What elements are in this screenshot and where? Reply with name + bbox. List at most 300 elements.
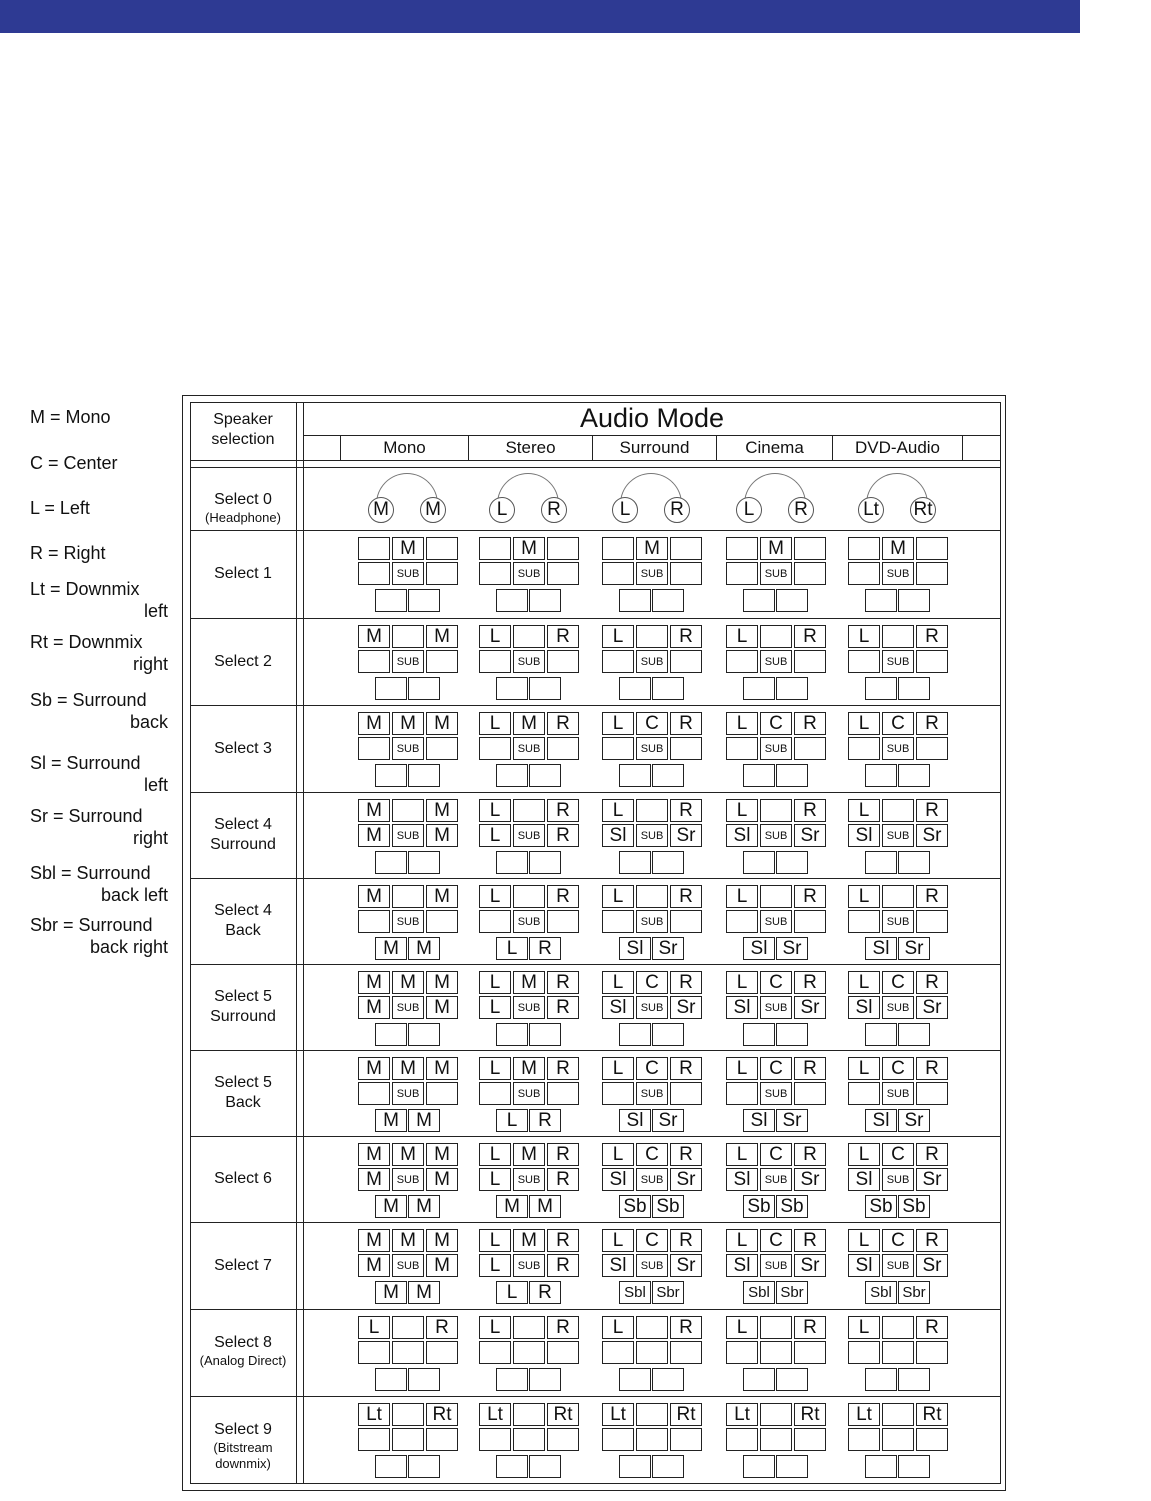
- speaker-front: C: [882, 1229, 914, 1252]
- legend-item: [30, 578, 180, 622]
- row-divider: [190, 792, 1001, 793]
- speaker-back: [898, 1368, 930, 1391]
- speaker-front: R: [547, 1057, 579, 1080]
- speaker-front: R: [670, 1229, 702, 1252]
- speaker-front: Rt: [547, 1403, 579, 1426]
- speaker-front: R: [916, 625, 948, 648]
- ear-right: R: [664, 497, 690, 523]
- speaker-front: [916, 537, 948, 560]
- header-divider: [190, 467, 1001, 468]
- speaker-back: [776, 589, 808, 612]
- speaker-back: Sb: [898, 1195, 930, 1218]
- row-label-text: Select 3: [214, 739, 272, 757]
- speaker-front: L: [726, 1229, 758, 1252]
- column-divider: [303, 402, 304, 1484]
- speaker-mid: SUB: [392, 650, 424, 673]
- speaker-mid: [916, 1341, 948, 1364]
- speaker-back: [743, 589, 775, 612]
- speaker-mid: M: [358, 824, 390, 847]
- speaker-front: L: [726, 971, 758, 994]
- speaker-back: R: [529, 1281, 561, 1304]
- speaker-front: M: [392, 1229, 424, 1252]
- speaker-mid: SUB: [513, 910, 545, 933]
- speaker-front: M: [358, 971, 390, 994]
- legend-term: Sb = Surround: [30, 690, 147, 710]
- speaker-front: R: [794, 1229, 826, 1252]
- speaker-mid: SUB: [636, 737, 668, 760]
- speaker-back: Sb: [743, 1195, 775, 1218]
- speaker-mid: Sr: [916, 996, 948, 1019]
- mode-header-mono: Mono: [340, 435, 468, 460]
- speaker-front: L: [602, 885, 634, 908]
- row-label: [190, 490, 296, 526]
- speaker-back: Sbr: [652, 1281, 684, 1304]
- speaker-back: [619, 1455, 651, 1478]
- speaker-front: Rt: [670, 1403, 702, 1426]
- speaker-mid: [760, 1341, 792, 1364]
- speaker-back: M: [408, 1281, 440, 1304]
- speaker-back: Sbl: [865, 1281, 897, 1304]
- speaker-mid: SUB: [513, 737, 545, 760]
- speaker-front: R: [670, 799, 702, 822]
- speaker-mid: [358, 562, 390, 585]
- speaker-front: M: [358, 712, 390, 735]
- speaker-mid: Sl: [602, 1254, 634, 1277]
- ear-left: L: [736, 497, 762, 523]
- speaker-back: [619, 677, 651, 700]
- row-label-text: Select 9: [214, 1420, 272, 1438]
- speaker-mid: SUB: [760, 737, 792, 760]
- speaker-mid: [726, 1082, 758, 1105]
- mode-header-stereo: Stereo: [468, 435, 592, 460]
- speaker-front: M: [426, 1229, 458, 1252]
- speaker-back: M: [408, 1109, 440, 1132]
- speaker-front: [848, 537, 880, 560]
- speaker-front: L: [479, 1057, 511, 1080]
- speaker-mid: SUB: [392, 562, 424, 585]
- speaker-mid: Sl: [726, 824, 758, 847]
- speaker-front: L: [602, 1143, 634, 1166]
- speaker-back: [776, 764, 808, 787]
- legend-item: [30, 406, 180, 428]
- speaker-back: Sr: [776, 1109, 808, 1132]
- speaker-front: L: [726, 712, 758, 735]
- speaker-mid: SUB: [513, 562, 545, 585]
- speaker-front: [513, 885, 545, 908]
- speaker-mid: R: [547, 1254, 579, 1277]
- speaker-front: M: [513, 712, 545, 735]
- speaker-front: [760, 1403, 792, 1426]
- row-divider: [190, 1222, 1001, 1223]
- speaker-back: Sr: [776, 937, 808, 960]
- legend-item: [30, 862, 180, 906]
- row-label: [190, 564, 296, 584]
- speaker-mid: SUB: [882, 910, 914, 933]
- speaker-front: R: [547, 625, 579, 648]
- speaker-mid: Sl: [848, 996, 880, 1019]
- speaker-mid: [848, 1082, 880, 1105]
- speaker-mid: L: [479, 1168, 511, 1191]
- row-label-text: Select 5: [214, 988, 272, 1005]
- legend-item: [30, 752, 180, 796]
- speaker-mid: SUB: [513, 824, 545, 847]
- speaker-mid: M: [358, 1254, 390, 1277]
- speaker-back: [408, 1023, 440, 1046]
- speaker-back: [865, 851, 897, 874]
- speaker-front: L: [602, 1316, 634, 1339]
- speaker-front: C: [760, 1057, 792, 1080]
- speaker-back: Sb: [776, 1195, 808, 1218]
- speaker-mid: [916, 1428, 948, 1451]
- speaker-back: M: [496, 1195, 528, 1218]
- speaker-back: [375, 589, 407, 612]
- speaker-mid: [479, 650, 511, 673]
- speaker-front: L: [602, 971, 634, 994]
- ear-left: L: [489, 497, 515, 523]
- speaker-mid: [547, 1428, 579, 1451]
- speaker-front: M: [358, 799, 390, 822]
- speaker-front: C: [882, 1143, 914, 1166]
- speaker-back: [408, 1368, 440, 1391]
- speaker-mid: [916, 737, 948, 760]
- speaker-front: M: [513, 1229, 545, 1252]
- speaker-back: [865, 1368, 897, 1391]
- speaker-back: Sl: [619, 937, 651, 960]
- speaker-front: R: [547, 971, 579, 994]
- speaker-mid: [513, 1428, 545, 1451]
- speaker-front: L: [479, 712, 511, 735]
- speaker-front: R: [670, 1316, 702, 1339]
- speaker-front: L: [726, 1143, 758, 1166]
- speaker-mid: SUB: [882, 824, 914, 847]
- mode-header-dvd-audio: DVD-Audio: [832, 435, 962, 460]
- speaker-front: C: [882, 1057, 914, 1080]
- speaker-front: C: [636, 712, 668, 735]
- speaker-mid: [670, 1341, 702, 1364]
- header-bar: [0, 0, 1080, 33]
- speaker-mid: M: [426, 824, 458, 847]
- speaker-mid: SUB: [636, 1082, 668, 1105]
- row-label-text: Select 6: [214, 1170, 272, 1187]
- speaker-mid: [602, 1082, 634, 1105]
- speaker-mid: [794, 650, 826, 673]
- speaker-front: M: [426, 1057, 458, 1080]
- speaker-back: [865, 764, 897, 787]
- speaker-front: R: [794, 971, 826, 994]
- speaker-front: C: [760, 712, 792, 735]
- speaker-back: [496, 1455, 528, 1478]
- speaker-front: [636, 625, 668, 648]
- speaker-mid: SUB: [882, 650, 914, 673]
- speaker-front: C: [882, 971, 914, 994]
- speaker-mid: [547, 562, 579, 585]
- speaker-front: L: [479, 1316, 511, 1339]
- speaker-mid: R: [547, 1168, 579, 1191]
- speaker-mid: [479, 1428, 511, 1451]
- speaker-back: Sr: [652, 1109, 684, 1132]
- speaker-back: [408, 589, 440, 612]
- legend-item: [30, 631, 180, 675]
- speaker-front: L: [726, 1316, 758, 1339]
- speaker-front: R: [547, 1143, 579, 1166]
- mode-header-surround: Surround: [592, 435, 716, 460]
- speaker-mid: Sl: [848, 824, 880, 847]
- speaker-mid: [670, 737, 702, 760]
- speaker-mid: [670, 650, 702, 673]
- speaker-front: [547, 537, 579, 560]
- speaker-mid: SUB: [882, 1254, 914, 1277]
- speaker-front: M: [513, 537, 545, 560]
- speaker-mid: [426, 910, 458, 933]
- speaker-back: [898, 1455, 930, 1478]
- speaker-front: R: [670, 1057, 702, 1080]
- legend-term: Sl = Surround: [30, 753, 141, 773]
- speaker-mid: Sr: [670, 996, 702, 1019]
- speaker-mid: SUB: [760, 824, 792, 847]
- speaker-selection-header: [190, 410, 296, 450]
- speaker-mid: Sr: [670, 824, 702, 847]
- speaker-front: M: [358, 1229, 390, 1252]
- speaker-front: Lt: [602, 1403, 634, 1426]
- speaker-front: M: [358, 625, 390, 648]
- speaker-front: R: [670, 1143, 702, 1166]
- speaker-front: M: [426, 799, 458, 822]
- speaker-back: [496, 677, 528, 700]
- speaker-mid: [726, 562, 758, 585]
- speaker-front: [882, 1403, 914, 1426]
- speaker-front: [882, 1316, 914, 1339]
- speaker-front: M: [392, 971, 424, 994]
- legend-term: Sr = Surround: [30, 806, 143, 826]
- speaker-front: M: [882, 537, 914, 560]
- row-label: [190, 1256, 296, 1276]
- row-label-text-2: Back: [225, 922, 261, 939]
- speaker-back: [743, 764, 775, 787]
- speaker-back: [408, 677, 440, 700]
- speaker-back: [898, 764, 930, 787]
- row-label-text: Select 7: [214, 1256, 272, 1274]
- speaker-back: [529, 1368, 561, 1391]
- speaker-mid: SUB: [882, 562, 914, 585]
- speaker-front: [636, 885, 668, 908]
- speaker-mid: [636, 1341, 668, 1364]
- speaker-mid: [848, 562, 880, 585]
- headphone-icon: [848, 469, 948, 529]
- speaker-front: L: [848, 885, 880, 908]
- row-divider: [190, 878, 1001, 879]
- legend-item: [30, 689, 180, 733]
- row-divider: [190, 964, 1001, 965]
- speaker-mid: [848, 650, 880, 673]
- speaker-mid: Sl: [602, 824, 634, 847]
- speaker-front: [760, 885, 792, 908]
- legend-term-cont: left: [143, 775, 168, 795]
- speaker-front: [670, 537, 702, 560]
- legend-term-cont: back left: [100, 885, 168, 905]
- header-line-2: selection: [211, 431, 275, 448]
- speaker-mid: SUB: [513, 650, 545, 673]
- speaker-front: R: [916, 885, 948, 908]
- speaker-mid: [726, 737, 758, 760]
- speaker-back: [652, 589, 684, 612]
- legend-item: [30, 452, 180, 474]
- speaker-mid: SUB: [882, 737, 914, 760]
- row-label: [190, 901, 296, 941]
- speaker-mid: Sr: [794, 824, 826, 847]
- speaker-mid: [358, 1341, 390, 1364]
- speaker-mid: L: [479, 1254, 511, 1277]
- speaker-mid: [513, 1341, 545, 1364]
- speaker-back: L: [496, 937, 528, 960]
- speaker-mid: [882, 1341, 914, 1364]
- headphone-icon: [726, 469, 826, 529]
- speaker-front: [513, 1403, 545, 1426]
- row-label: [190, 1333, 296, 1369]
- speaker-mid: [794, 1341, 826, 1364]
- speaker-front: M: [426, 971, 458, 994]
- speaker-front: R: [916, 799, 948, 822]
- speaker-mid: [479, 1082, 511, 1105]
- legend-term: C = Center: [30, 453, 118, 473]
- speaker-back: Sl: [865, 937, 897, 960]
- speaker-mid: [358, 1082, 390, 1105]
- speaker-front: M: [358, 1057, 390, 1080]
- speaker-mid: [794, 737, 826, 760]
- speaker-back: [529, 1455, 561, 1478]
- speaker-back: [619, 851, 651, 874]
- speaker-mid: SUB: [760, 650, 792, 673]
- speaker-mid: [670, 1082, 702, 1105]
- speaker-mid: [916, 910, 948, 933]
- row-divider: [190, 1396, 1001, 1397]
- speaker-front: [392, 1403, 424, 1426]
- speaker-front: M: [513, 1057, 545, 1080]
- speaker-mid: [426, 1428, 458, 1451]
- legend-term: L = Left: [30, 498, 90, 518]
- speaker-mid: SUB: [760, 910, 792, 933]
- speaker-mid: SUB: [636, 1254, 668, 1277]
- speaker-mid: Sr: [916, 824, 948, 847]
- speaker-back: R: [529, 1109, 561, 1132]
- row-label: [190, 652, 296, 672]
- speaker-mid: [547, 737, 579, 760]
- speaker-back: [776, 851, 808, 874]
- speaker-mid: SUB: [760, 562, 792, 585]
- speaker-back: [652, 1368, 684, 1391]
- row-label-text: Select 0: [214, 491, 272, 508]
- speaker-back: Sl: [619, 1109, 651, 1132]
- speaker-front: [513, 1316, 545, 1339]
- legend-term: Sbr = Surround: [30, 915, 153, 935]
- speaker-front: L: [848, 1229, 880, 1252]
- speaker-front: R: [794, 1057, 826, 1080]
- legend-term: Rt = Downmix: [30, 632, 143, 652]
- speaker-mid: [547, 1341, 579, 1364]
- speaker-front: L: [848, 1057, 880, 1080]
- legend-term-cont: left: [143, 601, 168, 621]
- speaker-front: M: [513, 1143, 545, 1166]
- row-label: [190, 1169, 296, 1189]
- legend-term-cont: back right: [89, 937, 168, 957]
- speaker-mid: Sr: [916, 1254, 948, 1277]
- speaker-front: [426, 537, 458, 560]
- legend-item: [30, 497, 180, 519]
- speaker-mid: [547, 650, 579, 673]
- speaker-back: [496, 851, 528, 874]
- speaker-mid: [479, 910, 511, 933]
- speaker-front: C: [882, 712, 914, 735]
- row-label-sub: (Analog Direct): [199, 1352, 287, 1368]
- speaker-back: [375, 851, 407, 874]
- legend-term-cont: back: [129, 712, 168, 732]
- ear-right: Rt: [910, 497, 936, 523]
- speaker-back: [776, 1023, 808, 1046]
- speaker-back: Sb: [619, 1195, 651, 1218]
- speaker-mid: SUB: [392, 910, 424, 933]
- speaker-back: M: [375, 1109, 407, 1132]
- speaker-mid: SUB: [636, 562, 668, 585]
- column-divider: [296, 402, 297, 1484]
- row-label-text: Select 8: [214, 1333, 272, 1351]
- speaker-back: Sl: [743, 937, 775, 960]
- speaker-back: [408, 1455, 440, 1478]
- speaker-mid: [358, 650, 390, 673]
- row-divider: [190, 1309, 1001, 1310]
- speaker-mid: Sl: [848, 1254, 880, 1277]
- speaker-mid: [426, 562, 458, 585]
- speaker-mid: M: [426, 1168, 458, 1191]
- speaker-front: [760, 799, 792, 822]
- headphone-icon: [602, 469, 702, 529]
- ear-left: Lt: [858, 497, 884, 523]
- speaker-front: R: [670, 885, 702, 908]
- speaker-back: [375, 677, 407, 700]
- speaker-front: Lt: [358, 1403, 390, 1426]
- row-label: [190, 815, 296, 855]
- row-label-sub: (Headphone): [205, 510, 281, 525]
- speaker-mid: Sr: [794, 1254, 826, 1277]
- speaker-front: L: [848, 971, 880, 994]
- speaker-front: Lt: [479, 1403, 511, 1426]
- speaker-back: [743, 1455, 775, 1478]
- speaker-front: L: [602, 1229, 634, 1252]
- speaker-mid: [670, 562, 702, 585]
- speaker-back: [619, 1368, 651, 1391]
- speaker-back: [743, 851, 775, 874]
- speaker-back: [529, 677, 561, 700]
- speaker-mid: SUB: [513, 1254, 545, 1277]
- row-label-text-2: Back: [225, 1094, 261, 1111]
- speaker-mid: [547, 910, 579, 933]
- speaker-front: L: [602, 712, 634, 735]
- speaker-front: L: [848, 712, 880, 735]
- speaker-mid: [882, 1428, 914, 1451]
- speaker-front: [882, 799, 914, 822]
- speaker-mid: [794, 562, 826, 585]
- speaker-front: R: [916, 1057, 948, 1080]
- speaker-front: Rt: [916, 1403, 948, 1426]
- speaker-front: L: [479, 971, 511, 994]
- ear-left: L: [612, 497, 638, 523]
- speaker-mid: [358, 1428, 390, 1451]
- speaker-mid: [479, 562, 511, 585]
- speaker-mid: SUB: [636, 996, 668, 1019]
- speaker-front: M: [358, 885, 390, 908]
- speaker-front: L: [602, 799, 634, 822]
- speaker-mid: [426, 1341, 458, 1364]
- speaker-back: M: [408, 937, 440, 960]
- speaker-front: L: [602, 1057, 634, 1080]
